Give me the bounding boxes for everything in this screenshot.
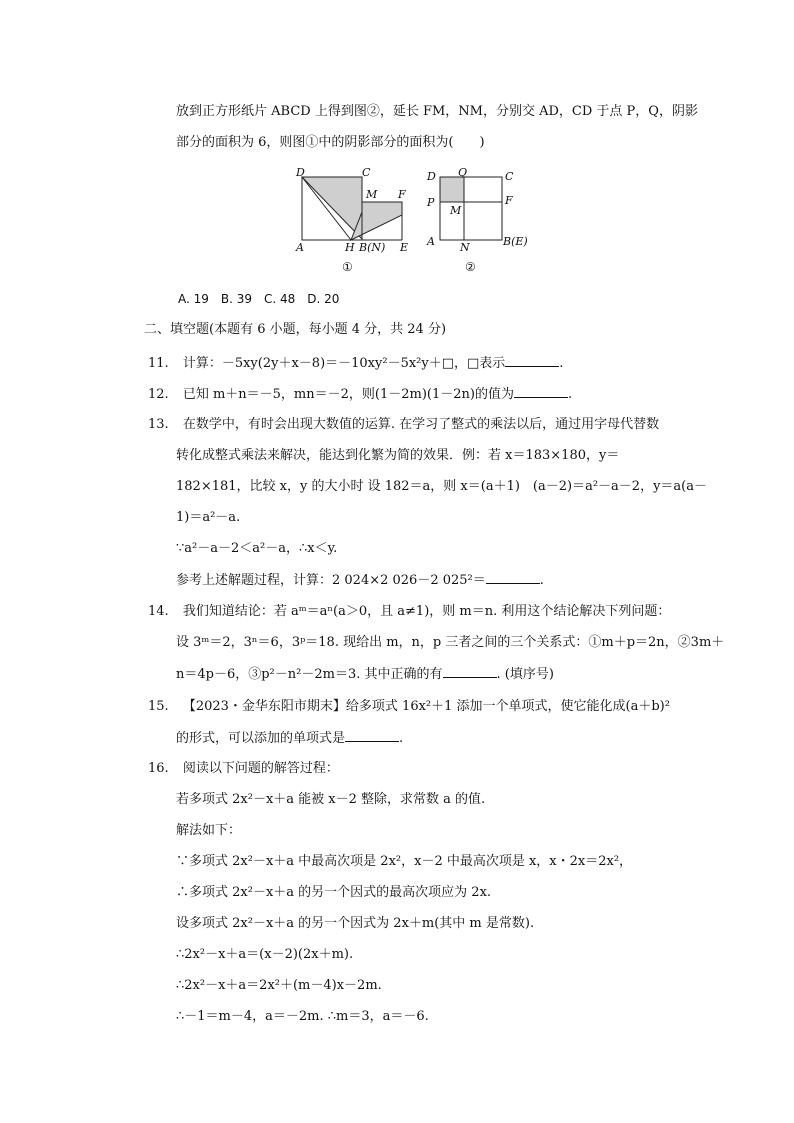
q15-line-1 [148,698,670,716]
q12-text: 已知 m＋n＝－5，mn＝－2，则(1－2m)(1－2n)的值为 [182,387,514,402]
q15-text-1: 【2023・金华东阳市期末】给多项式 16x²＋1 添加一个单项式，使它能化成(a＋b)² [182,699,670,714]
q13-line-3: 182×181，比较 x，y 的大小时 设 182＝a，则 x＝(a＋1) (a－2)＝a²－a－2，y＝a(a－ [176,479,707,494]
fig1-label-c: C [362,166,371,179]
q11 [148,354,563,373]
fig2-label-a: A [427,235,435,248]
q16-line-5: ∴多项式 2x²－x＋a 的另一个因式的最高次项应为 2x. [176,885,492,900]
q14-end: . (填序号) [496,667,554,682]
fig2-label-f: F [505,194,513,207]
q13-line-5: ∵a²－a－2＜a²－a，∴x＜y. [176,541,338,556]
fig2-label-n: N [460,241,470,254]
q15-line-2 [176,729,403,748]
fig2-label-q: Q [458,166,468,179]
fig2-label-c: C [505,170,514,183]
fig1-label-h: H [345,241,355,254]
q13-line-1 [148,416,659,434]
fig2-label-b: B(E) [503,235,528,248]
fig1-label-b: B(N) [359,241,386,254]
fig2-label-p: P [427,196,435,209]
section-2-title: 二、填空题(本题有 6 小题，每小题 4 分，共 24 分) [144,322,447,337]
q12 [148,385,572,404]
q16-line-7: ∴2x²－x＋a＝(x－2)(2x＋m). [176,947,354,962]
q15-number: 15. [148,699,169,714]
fig1-label-f: F [398,188,406,201]
q14-text-3: n＝4p－6，③p²－n²－2m＝3. 其中正确的有 [176,667,443,682]
fig1-label-e: E [400,241,409,254]
q13-line-6 [176,571,544,590]
fig1-caption: ① [342,260,353,274]
q15-answer-blank[interactable] [345,729,399,742]
q12-number: 12. [148,387,169,402]
q11-end: . [559,356,564,371]
q13-text-6: 参考上述解题过程，计算：2 024×2 026－2 025²＝ [176,573,486,588]
q16-line-2: 若多项式 2x²－x＋a 能被 x－2 整除，求常数 a 的值. [176,792,486,807]
q11-text: 计算：－5xy(2y＋x－8)＝－10xy²－5x²y＋□，□表示 [182,356,506,371]
q14-line-2: 设 3ᵐ＝2，3ⁿ＝6，3ᵖ＝18. 现给出 m，n，p 三者之间的三个关系式：①m＋p＝2n，②3m＋ [176,635,725,650]
fig2-caption: ② [465,260,476,274]
q16-text-1: 阅读以下问题的解答过程： [182,761,339,776]
q14-answer-blank[interactable] [443,665,497,678]
q16-number: 16. [148,761,169,776]
fig2-label-d: D [427,170,436,183]
q14-number: 14. [148,604,169,619]
q11-number: 11. [148,356,169,371]
fig1-label-d: D [296,166,305,179]
q15-text-2: 的形式，可以添加的单项式是 [176,731,346,746]
fig2-shaded-square [440,177,464,202]
q16-line-1 [148,760,339,778]
fig1-label-m: M [366,188,378,201]
q10-line-1: 放到正方形纸片 ABCD 上得到图②，延长 FM，NM，分别交 AD，CD 于点 P，Q，阴影 [176,104,698,119]
q13-end: . [539,573,544,588]
q14-line-1 [148,603,670,621]
q12-end: . [567,387,573,402]
q16-line-9: ∴－1＝m－4，a＝－2m. ∴m＝3，a＝－6. [176,1009,429,1024]
q16-line-3: 解法如下： [176,823,242,838]
q10-choices: A. 19 B. 39 C. 48 D. 20 [178,292,340,306]
q13-text-1: 在数学中，有时会出现大数值的运算. 在学习了整式的乘法以后，通过用字母代替数 [182,417,660,432]
fig1-label-a: A [296,241,304,254]
q15-end: . [399,731,404,746]
q14-line-3 [176,665,554,684]
fig1-shaded-triangle [302,177,362,239]
q13-line-4: 1)＝a²－a. [176,510,241,525]
q12-answer-blank[interactable] [514,385,568,398]
q13-number: 13. [148,417,169,432]
q16-line-8: ∴2x²－x＋a＝2x²＋(m－4)x－2m. [176,978,382,993]
q16-line-6: 设多项式 2x²－x＋a 的另一个因式为 2x＋m(其中 m 是常数). [176,916,535,931]
fig2-label-m: M [450,204,462,217]
figure-2 [430,165,530,265]
q13-line-2: 转化成整式乘法来解决，能达到化繁为简的效果．例：若 x＝183×180，y＝ [176,448,620,463]
q14-text-1: 我们知道结论：若 aᵐ＝aⁿ(a＞0，且 a≠1)，则 m＝n. 利用这个结论解决下列问题： [182,604,671,619]
q13-answer-blank[interactable] [486,571,540,584]
q16-line-4: ∵多项式 2x²－x＋a 中最高次项是 2x²，x－2 中最高次项是 x，x・2x＝2x²， [176,854,633,869]
q11-answer-blank[interactable] [505,354,559,367]
q10-line-2: 部分的面积为 6，则图①中的阴影部分的面积为( ) [176,135,485,150]
